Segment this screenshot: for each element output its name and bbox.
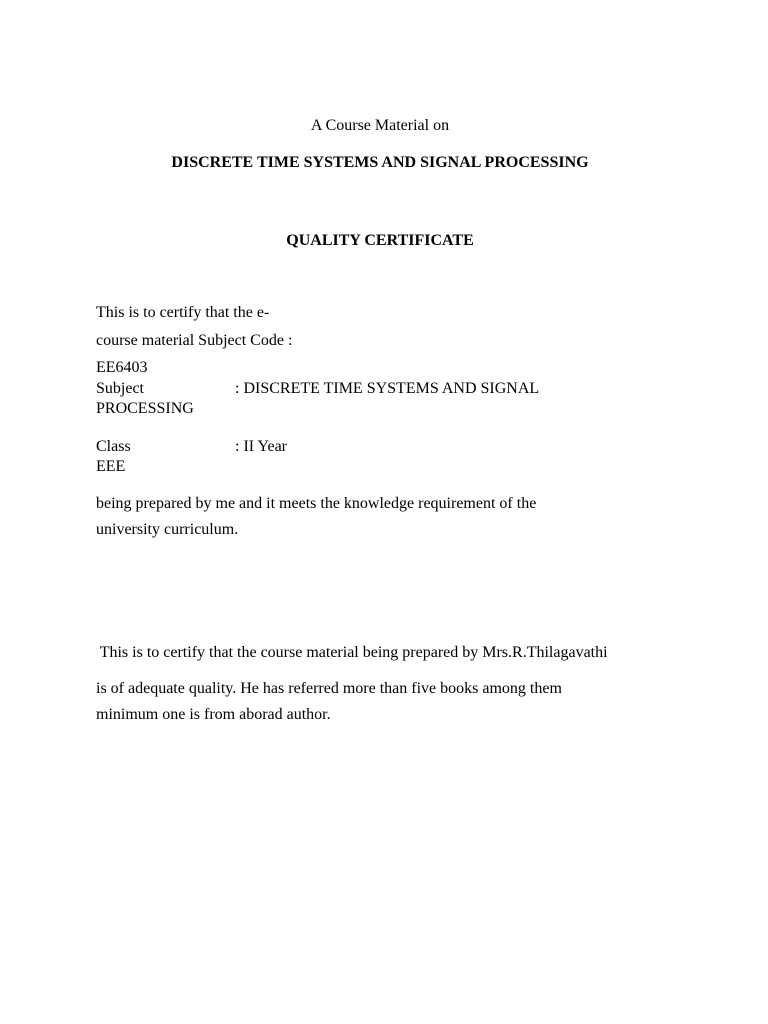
class-value: : II Year (235, 438, 287, 455)
course-title: DISCRETE TIME SYSTEMS AND SIGNAL PROCESSING (171, 154, 589, 171)
quality-line-3: minimum one is from aborad author. (96, 706, 331, 723)
subject-value-continued: PROCESSING (96, 400, 194, 417)
class-label: Class (96, 438, 131, 455)
quality-line-2: is of adequate quality. He has referred more than five books among them (96, 680, 562, 697)
intro-text: A Course Material on (310, 117, 450, 134)
certify-line-1: This is to certify that the e- (96, 304, 270, 321)
subject-label: Subject (96, 380, 144, 397)
subject-code: EE6403 (96, 359, 148, 376)
subject-value: : DISCRETE TIME SYSTEMS AND SIGNAL (235, 380, 540, 397)
class-value-continued: EEE (96, 458, 126, 475)
quality-line-1: This is to certify that the course material being prepared by Mrs.R.Thilagavathi (96, 644, 608, 661)
prepared-line-2: university curriculum. (96, 521, 239, 538)
certificate-heading: QUALITY CERTIFICATE (286, 232, 474, 249)
certify-line-2: course material Subject Code : (96, 332, 293, 349)
prepared-line-1: being prepared by me and it meets the knowledge requirement of the (96, 495, 537, 512)
